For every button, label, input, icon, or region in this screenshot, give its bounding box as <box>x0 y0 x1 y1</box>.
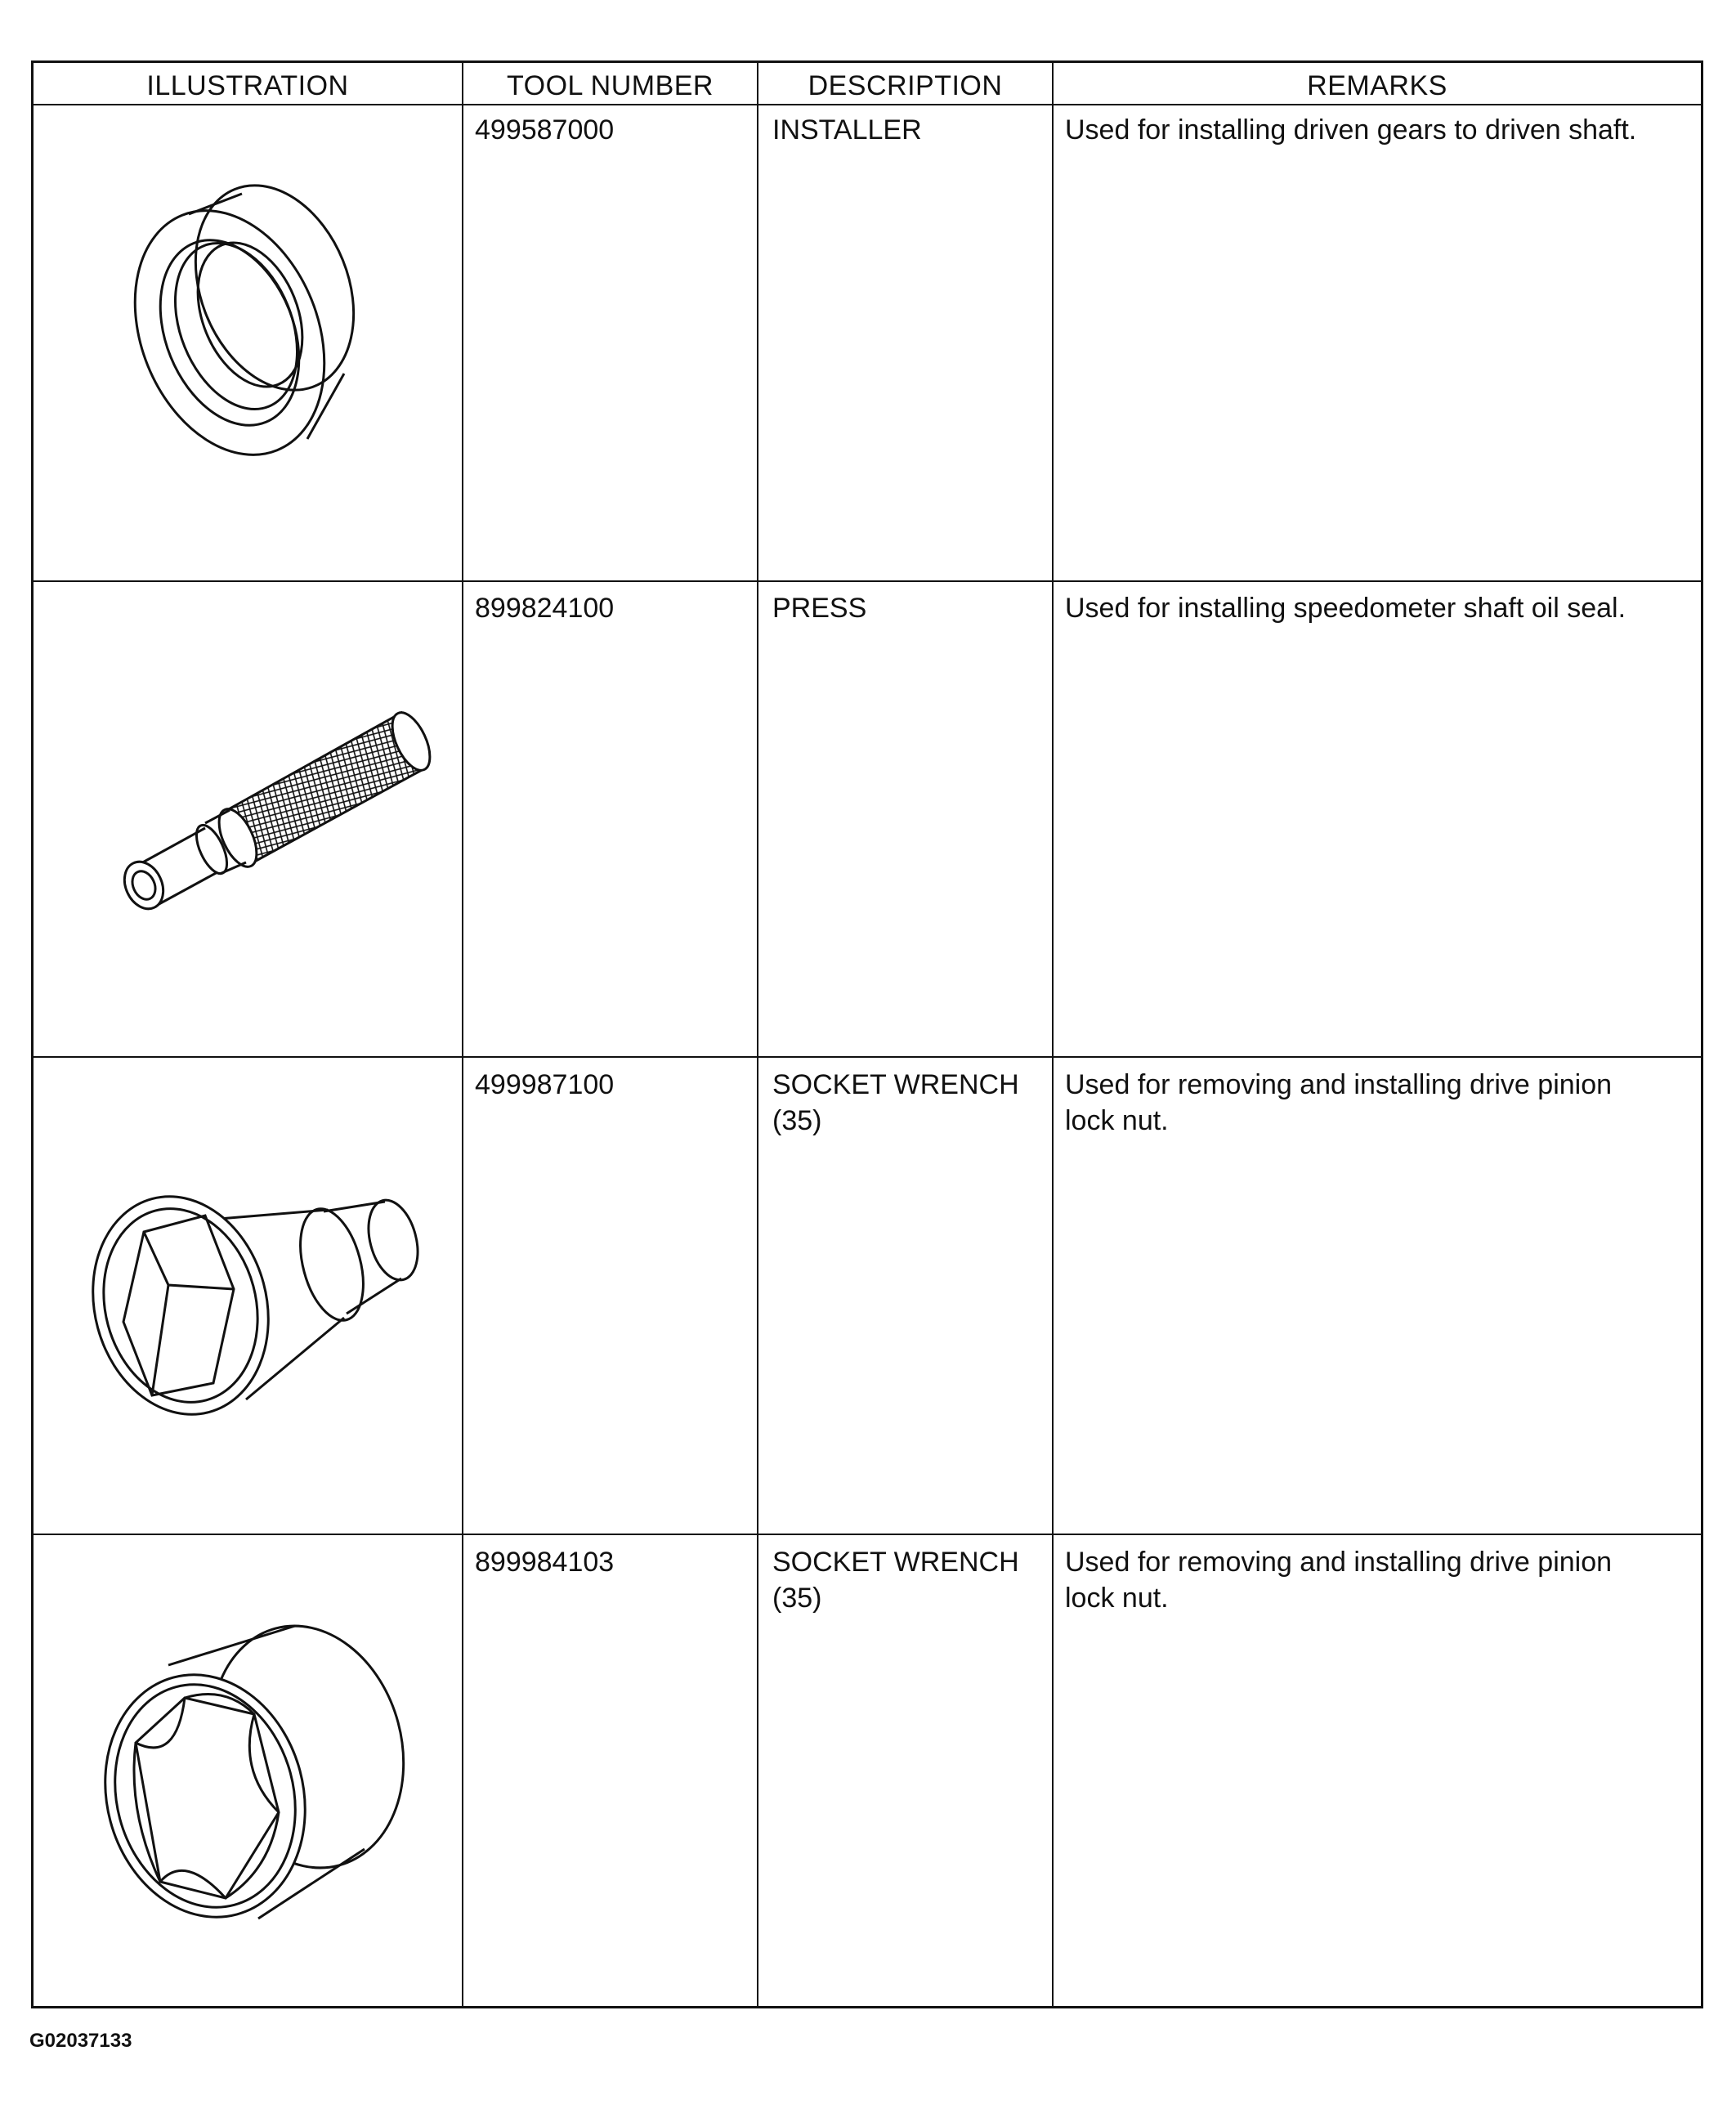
description-cell: SOCKET WRENCH (35) <box>772 1547 1019 1614</box>
tool-number-cell: 899824100 <box>475 593 615 624</box>
socket-wrench-icon <box>78 1154 422 1465</box>
description-cell: PRESS <box>772 593 867 624</box>
knurled-press-icon <box>91 684 434 954</box>
header-remarks: REMARKS <box>1307 70 1447 101</box>
column-divider <box>462 63 463 2006</box>
installer-ring-icon <box>107 177 401 480</box>
description-cell: SOCKET WRENCH (35) <box>772 1069 1019 1136</box>
row-divider <box>34 1056 1701 1058</box>
special-tools-table <box>31 60 1703 2008</box>
description-cell: INSTALLER <box>772 114 922 146</box>
tool-number-cell: 499987100 <box>475 1069 615 1100</box>
column-divider <box>757 63 758 2006</box>
tool-number-cell: 899984103 <box>475 1547 615 1578</box>
hex-socket-icon <box>87 1600 430 1943</box>
header-description: DESCRIPTION <box>808 70 1003 101</box>
row-divider <box>34 1534 1701 1535</box>
header-divider <box>34 104 1701 105</box>
header-tool-number: TOOL NUMBER <box>507 70 714 101</box>
tool-number-cell: 499587000 <box>475 114 615 146</box>
column-divider <box>1052 63 1054 2006</box>
remarks-cell: Used for installing driven gears to driven shaft. <box>1065 114 1637 146</box>
remarks-cell: Used for removing and installing drive pinion lock nut. <box>1065 1547 1613 1614</box>
remarks-cell: Used for installing speedometer shaft oil seal. <box>1065 593 1626 624</box>
figure-code: G02037133 <box>29 2030 132 2052</box>
row-divider <box>34 580 1701 582</box>
header-illustration: ILLUSTRATION <box>146 70 349 101</box>
remarks-cell: Used for removing and installing drive pinion lock nut. <box>1065 1069 1613 1136</box>
